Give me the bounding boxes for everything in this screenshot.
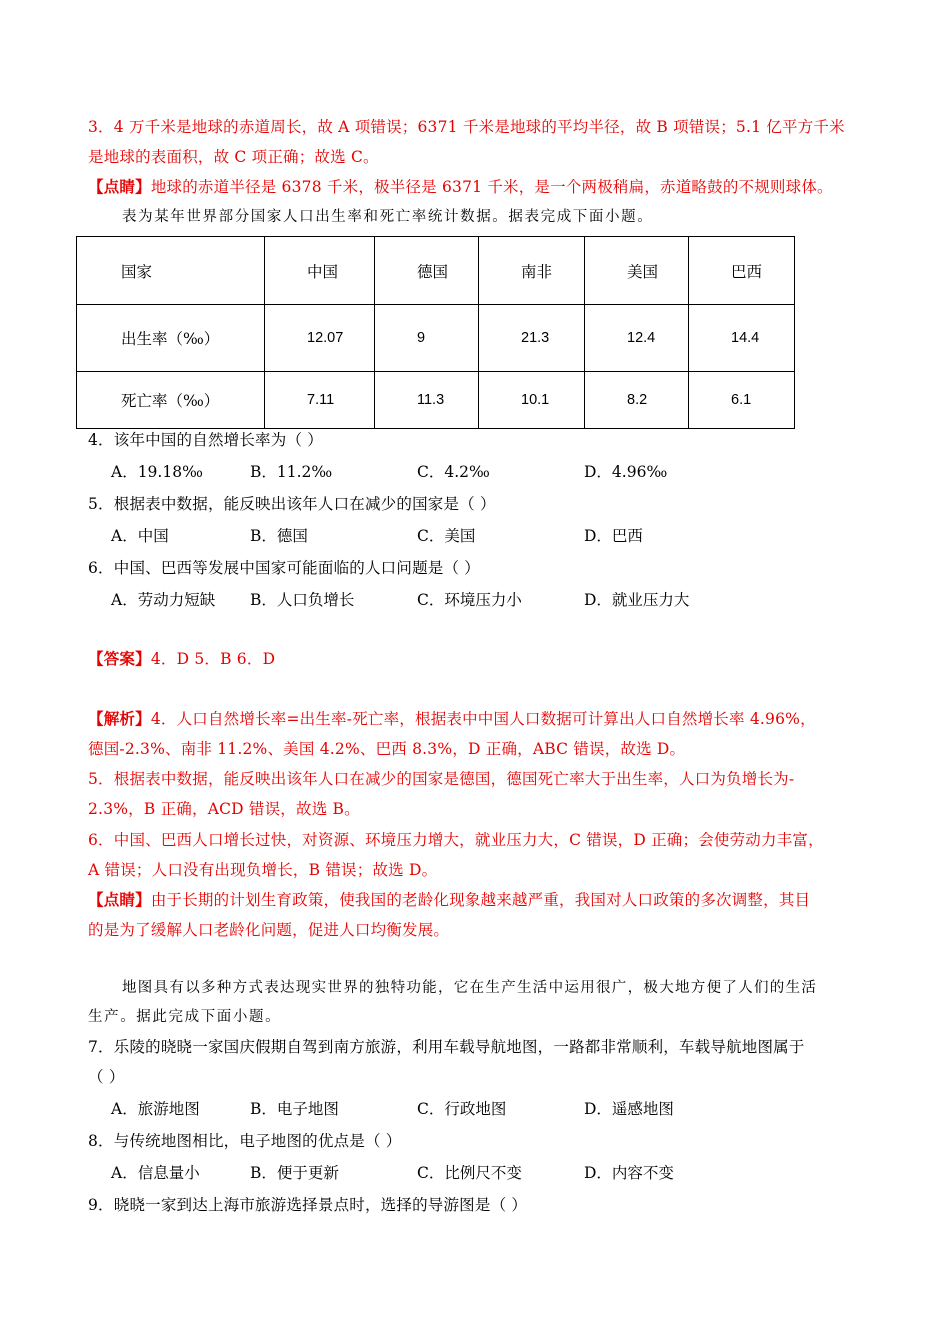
answer-tag: 【答案】 — [88, 649, 151, 668]
q7-option-d: D．遥感地图 — [584, 1100, 674, 1118]
header-cell: 中国 — [265, 237, 375, 305]
q8-option-b: B．便于更新 — [250, 1164, 339, 1182]
table-intro: 表为某年世界部分国家人口出生率和死亡率统计数据。据表完成下面小题。 — [122, 209, 654, 225]
tip-tag: 【点睛】 — [88, 890, 151, 909]
header-cell: 德国 — [375, 237, 479, 305]
table-row-death-rate — [77, 372, 795, 429]
table-cell: 9 — [375, 305, 479, 372]
tip2-line1 — [88, 889, 810, 911]
tip-text: 由于长期的计划生育政策，使我国的老龄化现象越来越严重，我国对人口政策的多次调整，其目 — [150, 891, 811, 909]
row-label: 死亡率（‰） — [77, 372, 265, 429]
analysis-tag: 【解析】 — [88, 709, 151, 728]
table-cell: 8.2 — [585, 372, 689, 429]
table-header-row — [77, 237, 795, 305]
q8-option-d: D．内容不变 — [584, 1164, 674, 1182]
analysis-line6: A 错误；人口没有出现负增长，B 错误；故选 D。 — [88, 861, 438, 879]
header-cell: 美国 — [585, 237, 689, 305]
analysis-line5: 6．中国、巴西人口增长过快，对资源、环境压力增大，就业压力大，C 错误，D 正确；会使劳动力丰富， — [88, 831, 824, 849]
q7-stem-line2: （ ） — [88, 1068, 125, 1086]
tip2-line2: 的是为了缓解人口老龄化问题，促进人口均衡发展。 — [88, 921, 450, 939]
analysis-line2: 德国-2.3%、南非 11.2%、美国 4.2%、巴西 8.3%，D 正确，ABC 错误，故选 D。 — [88, 740, 686, 758]
analysis-line3: 5．根据表中数据，能反映出该年人口在减少的国家是德国，德国死亡率大于出生率，人口为负增长为- — [88, 770, 795, 788]
q3-tip — [88, 176, 833, 198]
q3-analysis-line2: 是地球的表面积，故 C 项正确；故选 C。 — [88, 148, 379, 166]
q4-stem: 4．该年中国的自然增长率为（ ） — [88, 431, 323, 449]
analysis-line1 — [88, 708, 816, 730]
tip-tag: 【点睛】 — [88, 177, 151, 196]
population-table — [76, 236, 795, 429]
header-cell: 南非 — [479, 237, 585, 305]
tip-text: 地球的赤道半径是 6378 千米，极半径是 6371 千米，是一个两极稍扁，赤道略鼓的不规则球体。 — [150, 178, 833, 196]
table-cell: 21.3 — [479, 305, 585, 372]
answer-text: 4．D 5．B 6．D — [150, 650, 276, 668]
q7-stem-line1: 7．乐陵的晓晓一家国庆假期自驾到南方旅游，利用车载导航地图，一路都非常顺利，车载导航地图属于 — [88, 1038, 805, 1056]
analysis-text: 4．人口自然增长率=出生率-死亡率，根据表中中国人口数据可计算出人口自然增长率 4.96%， — [150, 710, 816, 728]
map-intro-line2: 生产。据此完成下面小题。 — [88, 1009, 282, 1025]
table-row-birth-rate — [77, 305, 795, 372]
header-cell: 巴西 — [689, 237, 795, 305]
table-cell: 12.4 — [585, 305, 689, 372]
q6-option-b: B．人口负增长 — [250, 591, 355, 609]
header-cell: 国家 — [77, 237, 265, 305]
q3-analysis-line1: 3．4 万千米是地球的赤道周长，故 A 项错误；6371 千米是地球的平均半径，故 B 项错误；5.1 亿平方千米 — [88, 118, 845, 136]
answer-line — [88, 648, 275, 670]
q6-option-d: D．就业压力大 — [584, 591, 690, 609]
q5-option-d: D．巴西 — [584, 527, 643, 545]
q6-stem: 6．中国、巴西等发展中国家可能面临的人口问题是（ ） — [88, 559, 480, 577]
q4-option-d: D．4.96‰ — [584, 463, 668, 481]
table-cell: 10.1 — [479, 372, 585, 429]
analysis-line4: 2.3%，B 正确，ACD 错误，故选 B。 — [88, 800, 360, 818]
table-cell: 11.3 — [375, 372, 479, 429]
q8-option-c: C．比例尺不变 — [417, 1164, 522, 1182]
row-label: 出生率（‰） — [77, 305, 265, 372]
q4-option-a: A．19.18‰ — [111, 463, 203, 481]
q7-option-b: B．电子地图 — [250, 1100, 339, 1118]
table-cell: 12.07 — [265, 305, 375, 372]
q7-option-a: A．旅游地图 — [111, 1100, 200, 1118]
q5-option-c: C．美国 — [417, 527, 476, 545]
q4-option-c: C．4.2‰ — [417, 463, 490, 481]
q8-option-a: A．信息量小 — [111, 1164, 200, 1182]
map-intro-line1: 地图具有以多种方式表达现实世界的独特功能，它在生产生活中运用很广，极大地方便了人们的生活 — [122, 980, 818, 996]
q4-option-b: B．11.2‰ — [250, 463, 333, 481]
q8-stem: 8．与传统地图相比，电子地图的优点是（ ） — [88, 1132, 402, 1150]
table-cell: 6.1 — [689, 372, 795, 429]
q5-option-a: A．中国 — [111, 527, 169, 545]
q7-option-c: C．行政地图 — [417, 1100, 507, 1118]
q6-option-c: C．环境压力小 — [417, 591, 522, 609]
table-cell: 7.11 — [265, 372, 375, 429]
q5-option-b: B．德国 — [250, 527, 308, 545]
q9-stem: 9．晓晓一家到达上海市旅游选择景点时，选择的导游图是（ ） — [88, 1196, 528, 1214]
table-cell: 14.4 — [689, 305, 795, 372]
q5-stem: 5．根据表中数据，能反映出该年人口在减少的国家是（ ） — [88, 495, 496, 513]
q6-option-a: A．劳动力短缺 — [111, 591, 216, 609]
